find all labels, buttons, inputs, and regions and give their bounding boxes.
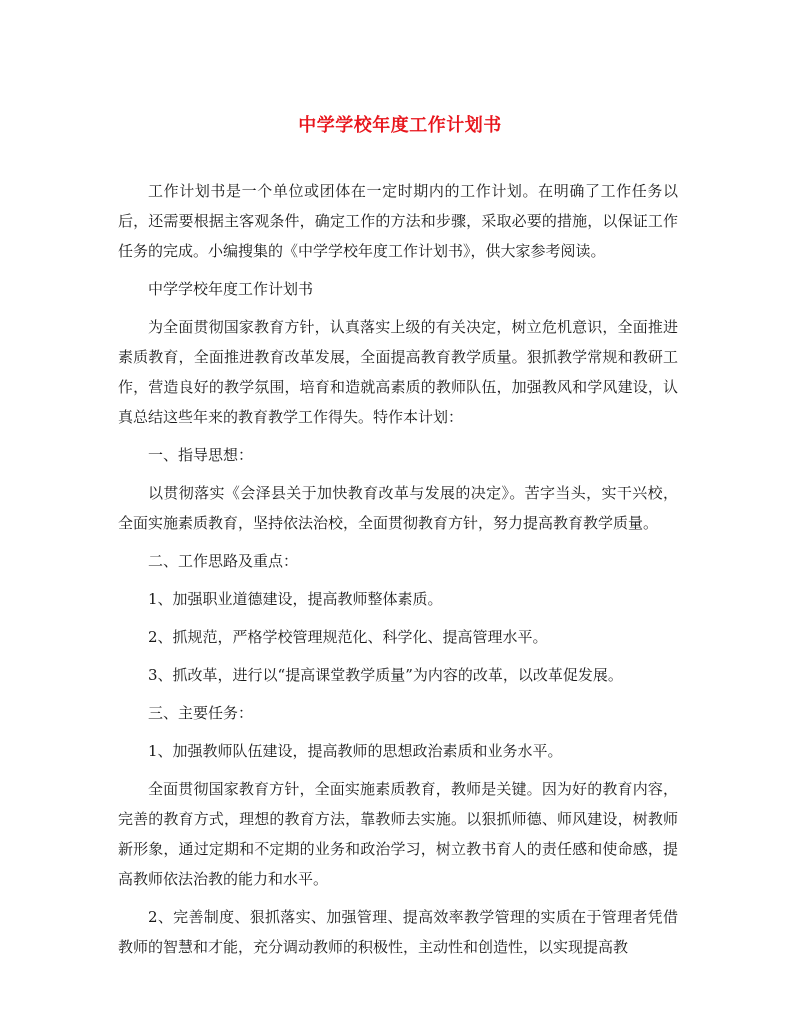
subtitle-paragraph: 中学学校年度工作计划书 [148,280,314,298]
list-item: 2、抓规范，严格学校管理规范化、科学化、提高管理水平。 [148,628,548,646]
section-heading: 三、主要任务： [148,704,254,722]
list-item: 1、加强职业道德建设，提高教师整体素质。 [148,590,443,608]
body-paragraph: 为全面贯彻国家教育方针，认真落实上级的有关决定，树立危机意识，全面推进素质教育，全面推进教育改革发展，全面提高教育教学质量。狠抓教学常规和教研工作，营造良好的教学氛围，培育和造就高素质的教师队伍，加强教风和学风建设，认真总结这些年来的教育教学工作得失。特作本计划： [118,318,678,426]
intro-paragraph: 工作计划书是一个单位或团体在一定时期内的工作计划。在明确了工作任务以后，还需要根据主客观条件，确定工作的方法和步骤，采取必要的措施，以保证工作任务的完成。小编搜集的《中学学校年度工作计划书》，供大家参考阅读。 [118,182,678,260]
list-item: 2、完善制度、狠抓落实、加强管理、提高效率教学管理的实质在于管理者凭借教师的智慧和才能，充分调动教师的积极性，主动性和创造性，以实现提高教 [118,908,678,956]
body-paragraph: 以贯彻落实《会泽县关于加快教育改革与发展的决定》。苦字当头，实干兴校，全面实施素质教育，坚持依法治校，全面贯彻教育方针，努力提高教育教学质量。 [118,484,678,532]
list-item: 1、加强教师队伍建设，提高教师的思想政治素质和业务水平。 [148,742,563,760]
body-paragraph: 全面贯彻国家教育方针，全面实施素质教育，教师是关键。因为好的教育内容，完善的教育方式，理想的教育方法，靠教师去实施。以狠抓师德、师风建设，树教师新形象，通过定期和不定期的业务和政治学习，树立教书育人的责任感和使命感，提高教师依法治教的能力和水平。 [118,780,678,888]
section-heading: 一、指导思想： [148,446,254,464]
document-body [118,176,678,970]
section-heading: 二、工作思路及重点： [148,552,299,570]
document-title: 中学学校年度工作计划书 [298,115,502,136]
list-item: 3、抓改革，进行以“提高课堂教学质量”为内容的改革，以改革促发展。 [148,666,623,684]
